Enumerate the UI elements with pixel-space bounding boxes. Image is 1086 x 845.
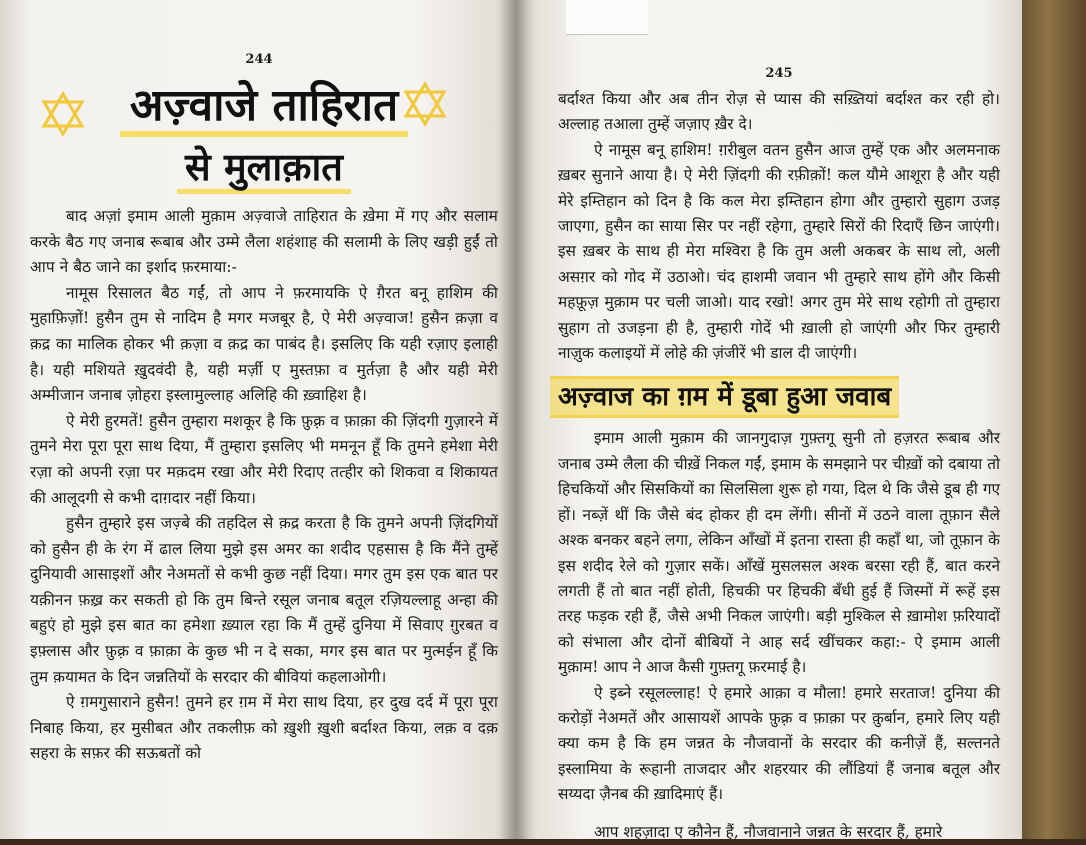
paragraph: इमाम आली मुक़ाम की जानगुदाज़ गुफ़्तगू सुनी तो हज़रत रूबाब और जनाब उम्मे लैला की चीख़ें निकल गईं, इमाम के समझाने पर चीख़ों को दबाया तो हिचकियों और सिसकियों का सिलसिला शुरू हो गया, दिल थे कि जैसे डूब ही गए हों। नब्ज़ें थीं कि जैसे बंद होकर ही दम लेंगी। सीनों में उठने वाला तूफ़ान सैले अश्क बनकर बहने लगा, लेकिन आँखों में इतना रास्ता ही कहाँ था, जो तूफ़ान के इस शदीद रेले को गुज़ार सकें। आँखें मुसलसल अश्क बरसा रही हैं, बात करने लगती हैं तो बात नहीं होती, हिचकी पर हिचकी बँधी हुई हैं जिस्मों में रूहें इस तरह फड़क रही हैं, जैसे अभी निकल जाएंगी। बड़ी मुश्किल से ख़ामोश फ़रियादों को संभाला और दोनों बीबियों ने आह सर्द खींचकर कहा:- ऐ इमाम आली मुक़ाम! आप ने आज कैसी गुफ़्तगू फ़रमाई है। bbox=[558, 429, 1000, 677]
section-heading bbox=[550, 376, 1000, 418]
page-number-right: 245 bbox=[765, 66, 793, 81]
star-of-david-icon bbox=[402, 81, 448, 127]
paragraph: ऐ नामूस बनू हाशिम! ग़रीबुल वतन हुसैन आज तुम्हें एक और अलमनाक ख़बर सुनाने आया है। ऐ मेरी ज़िंदगी की रफ़ीक़ों! कल यौमे आशूरा है और यही मेरे इम्तिहान को दिन है कि कल मेरा इम्तिहान होगा और तुम्हारो सुहाग उजड़ जाएगा, हुसैन का साया सिर पर नहीं रहेगा, तुम्हारे सिरों की रिदाएँ छिन जाएंगी। इस ख़बर के साथ ही मेरा मश्विरा है कि तुम अली अकबर के साथ लो, अली असग़र को गोद में उठाओ। चंद हाशमी जवान भी तुम्हारे साथ होंगे और किसी महफ़ूज़ मुक़ाम पर चली जाओ। याद रखो! अगर तुम मेरे साथ रहोगी तो तुम्हारा सुहाग तो उजड़ना ही है, तुम्हारी गोदें भी ख़ाली हो जाएंगी और फिर तुम्हारी नाज़ुक कलाइयों में लोहे की ज़ंजीरें भी डाल दी जाएंगी। bbox=[558, 140, 1000, 363]
chapter-title bbox=[30, 81, 498, 137]
page-number-left: 244 bbox=[245, 52, 273, 67]
chapter-title-line1: अज़्वाजे ताहिरात bbox=[120, 81, 408, 137]
paragraph: बर्दाश्त किया और अब तीन रोज़ से प्यास की सख़्तियां बर्दाश्त कर रही हो। अल्लाह तआला तुम्हें जज़ाए ख़ैर दे। bbox=[558, 90, 1000, 134]
section-heading-text: अज़्वाज का ग़म में डूबा हुआ जवाब bbox=[550, 376, 899, 418]
paragraph: ऐ मेरी हुरमतें! हुसैन तुम्हारा मशकूर है कि फ़ुक़्र व फ़ाक़ा की ज़िंदगी गुज़ारने में तुमने मेरा पूरा पूरा साथ दिया, मैं तुम्हारा इसलिए भी ममनून हूँ कि तुमने हमेशा मेरी रज़ा को अपनी रज़ा पर मक़दम रखा और मेरी रिदाए तत्हीर को शिकवा व शिकायत की आलूदगी से कभी दाग़दार नहीं किया। bbox=[30, 411, 498, 507]
book-cover-edge bbox=[1022, 0, 1086, 839]
star-of-david-icon bbox=[40, 91, 86, 137]
paragraph: ऐ इब्ने रसूलल्लाह! ऐ हमारे आक़ा व मौला! हमारे सरताज! दुनिया की करोड़ों नेअमतें और आसायशें आपके फ़ुक़्र व फ़ाक़ा पर क़ुर्बान, हमारे लिए यही क्या कम है कि हम जन्नत के नौजवानों के सरदार की कनीज़ें हैं, सल्तनते इस्लामिया के रूहानी ताजदार और शहरयार की लौंडियां हैं जनाब बतूल और सय्यदा ज़ैनब की ख़ादिमाएं हैं। bbox=[558, 683, 1000, 804]
paragraph: नामूस रिसालत बैठ गईं, तो आप ने फ़रमायकि ऐ ग़ैरत बनू हाशिम की मुहाफ़िज़ों! हुसैन तुम से नादिम है मगर मजबूर है, ऐ मेरी अज़्वाज! हुसैन क़ज़ा व क़द्र का मालिक होकर भी क़ज़ा व क़द्र का पाबंद है। इसलिए कि यही रज़ाए इलाही है। यही मशियते ख़ुदवंदी है, यही मर्ज़ी ए मुस्तफ़ा व मुर्तज़ा है और यही मेरी अम्मीजान जनाब ज़ोहरा इस्लामुल्लाह अलिहि की ख़्वाहिश है। bbox=[30, 283, 498, 405]
paper-tab bbox=[566, 0, 648, 35]
left-page bbox=[0, 0, 516, 839]
chapter-title-line2: से मुलाक़ात bbox=[177, 147, 351, 194]
paragraph: ऐ ग़मगुसाराने हुसैन! तुमने हर ग़म में मेरा साथ दिया, हर दुख दर्द में पूरा पूरा निबाह किया, हर मुसीबत और तकलीफ़ को ख़ुशी ख़ुशी बर्दाश्त किया, लक़ व दक़ सहरा के सफ़र की सऊबतों को bbox=[30, 693, 498, 763]
paragraph: आप शहज़ादा ए कौनेन हैं, नौजवानाने जन्नत के सरदार हैं, हमारे bbox=[594, 822, 943, 841]
chapter-subtitle bbox=[30, 147, 498, 194]
right-page bbox=[516, 0, 1022, 839]
paragraph: बाद अज़ां इमाम आली मुक़ाम अज़्वाजे ताहिरात के ख़ेमा में गए और सलाम करके बैठ गए जनाब रूबाब और उम्मे लैला शहंशाह की सलामी के लिए खड़ी हुईं तो आप ने बैठ जाने का इर्शाद फ़रमाया:- bbox=[30, 206, 498, 277]
paragraph: हुसैन तुम्हारे इस जज़्बे की तहदिल से क़द्र करता है कि तुमने अपनी ज़िंदगियों को हुसैन ही के रंग में ढाल लिया मुझे इस अमर का शदीद एहसास है कि मैंने तुम्हें दुनियावी आसाइशों और नेअमतों से कभी कुछ नहीं दिया। मगर तुम इस एक बात पर यक़ीनन फ़ख़्र कर सकती हो कि तुम बिन्ते रसूल जनाब बतूल रज़ियल्लाहू अन्हा की बहुएं हो मुझे इस बात का हमेशा ख़्याल रहा कि मैं तुम्हें दुनिया में सिवाए ग़ुरबत व इफ़्लास और फ़ुक़्र व फ़ाक़ा के कुछ भी न दे सका, मगर इस बात पर मुत्मईन हूँ कि तुम क़यामत के दिन जन्नतियों के सरदार की बीवियां कहलाओगी। bbox=[30, 514, 498, 686]
